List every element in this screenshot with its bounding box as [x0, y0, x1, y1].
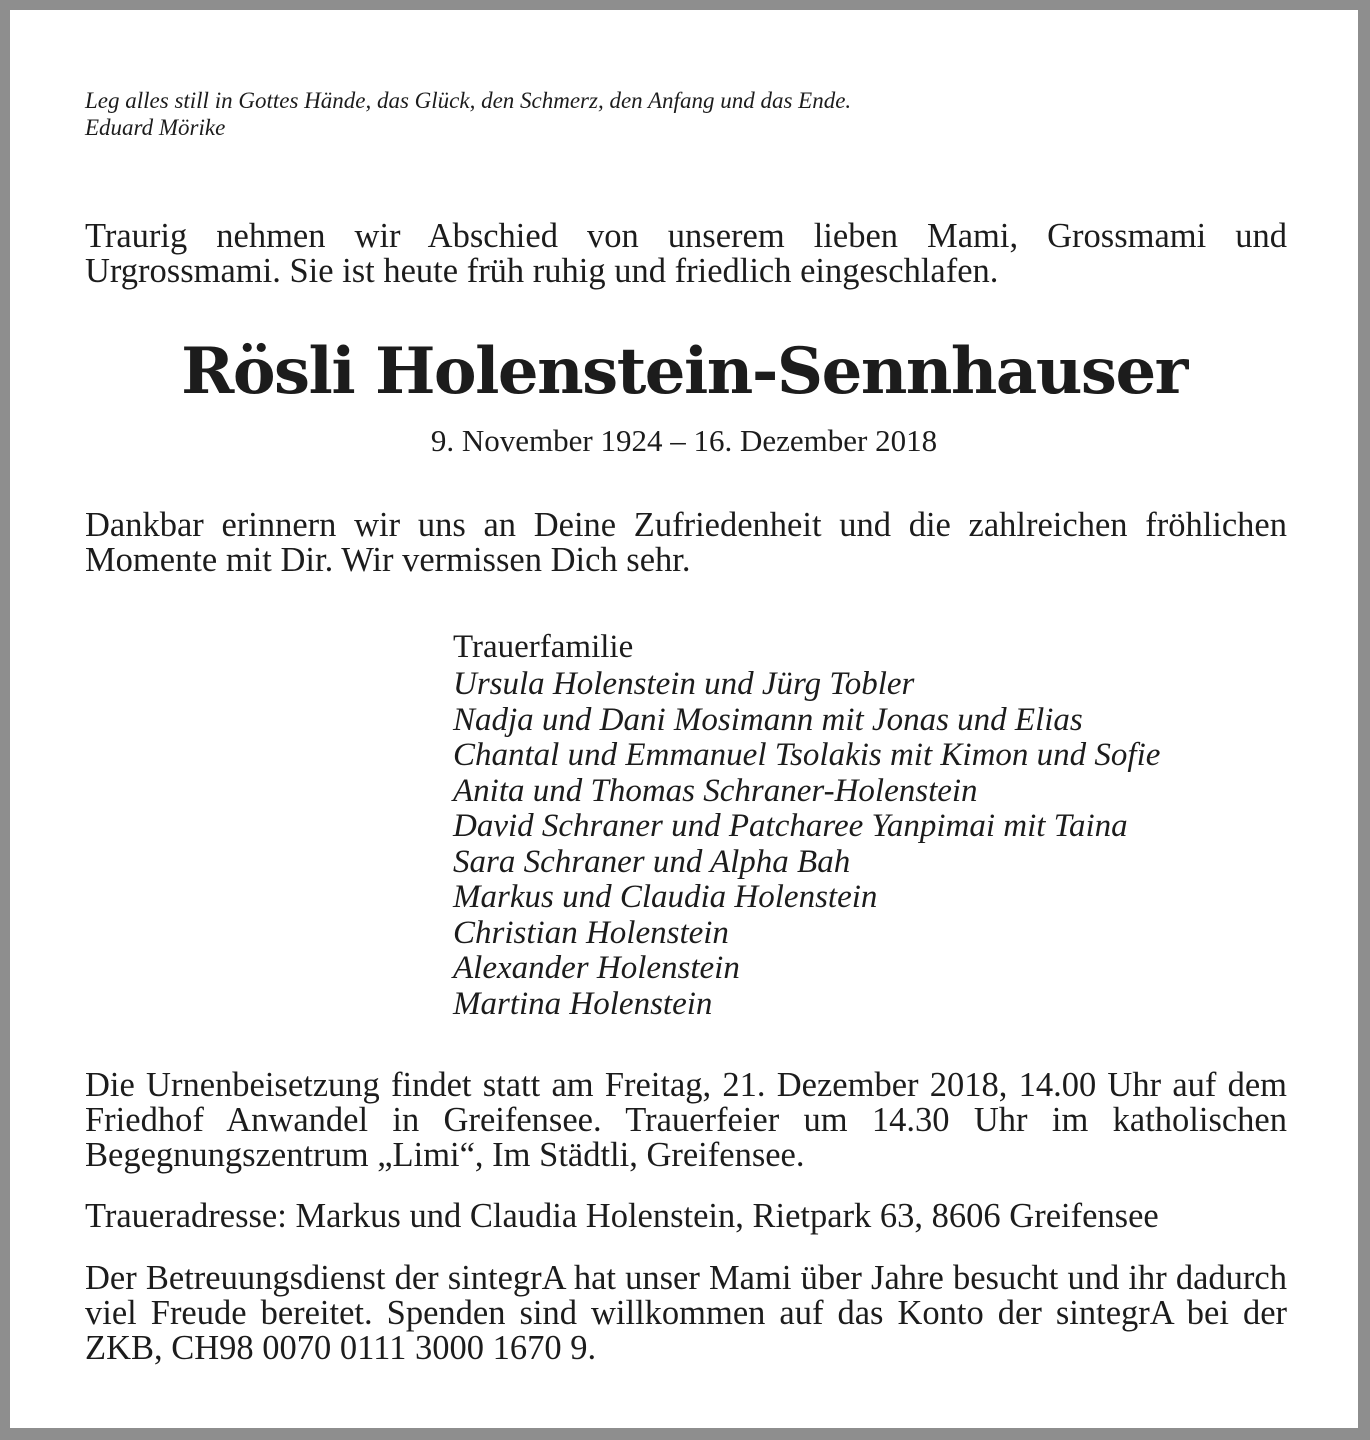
family-member: Markus und Claudia Holenstein — [453, 879, 878, 915]
burial-details: Die Urnenbeisetzung findet statt am Freitag, 21. Dezember 2018, 14.00 Uhr auf dem Friedhof Anwandel in Greifensee. Trauerfeier um 14.30 Uhr im katholischen Begegnungszentrum „Limi“, Im Städtli, Greifensee. — [85, 1066, 1287, 1174]
obituary-notice — [10, 10, 1358, 1428]
life-dates: 9. November 1924 – 16. Dezember 2018 — [430, 423, 938, 458]
epigraph-text: Leg alles still in Gottes Hände, das Glück, den Schmerz, den Anfang und das Ende. — [85, 88, 852, 113]
family-member: Anita und Thomas Schraner-Holenstein — [453, 772, 978, 809]
family-heading: Trauerfamilie — [453, 629, 634, 665]
family-member: Martina Holenstein — [453, 985, 713, 1022]
thanks-paragraph: Dankbar erinnern wir uns an Deine Zufriedenheit und die zahlreichen fröhlichen Momente mit Dir. Wir vermissen Dich sehr. — [85, 506, 1287, 579]
family-member: Christian Holenstein — [453, 914, 729, 951]
family-member: Sara Schraner und Alpha Bah — [453, 843, 851, 880]
epigraph — [85, 87, 1287, 141]
family-member: Chantal und Emmanuel Tsolakis mit Kimon und Sofie — [453, 737, 1161, 773]
mourning-address: Traueradresse: Markus und Claudia Holenstein, Rietpark 63, 8606 Greifensee — [85, 1197, 1159, 1235]
intro-paragraph: Traurig nehmen wir Abschied von unserem lieben Mami, Grossmami und Urgrossmami. Sie ist heute früh ruhig und friedlich eingeschlafen. — [85, 217, 1287, 290]
family-member-list — [453, 667, 1313, 1022]
family-member: Ursula Holenstein und Jürg Tobler — [453, 666, 915, 702]
deceased-name: Rösli Holenstein-Sennhauser — [181, 334, 1187, 409]
mourning-family — [453, 627, 1313, 1022]
epigraph-author: Eduard Mörike — [85, 115, 226, 140]
donation-note: Der Betreuungsdienst der sintegrA hat unser Mami über Jahre besucht und ihr dadurch viel Freude bereitet. Spenden sind willkommen auf das Konto der sintegrA bei der ZKB, CH98 0070 0111 3000 1670 9. — [85, 1259, 1287, 1367]
family-member: Nadja und Dani Mosimann mit Jonas und Elias — [453, 701, 1083, 738]
family-member: David Schraner und Patcharee Yanpimai mit Taina — [453, 808, 1128, 844]
family-member: Alexander Holenstein — [453, 950, 740, 986]
